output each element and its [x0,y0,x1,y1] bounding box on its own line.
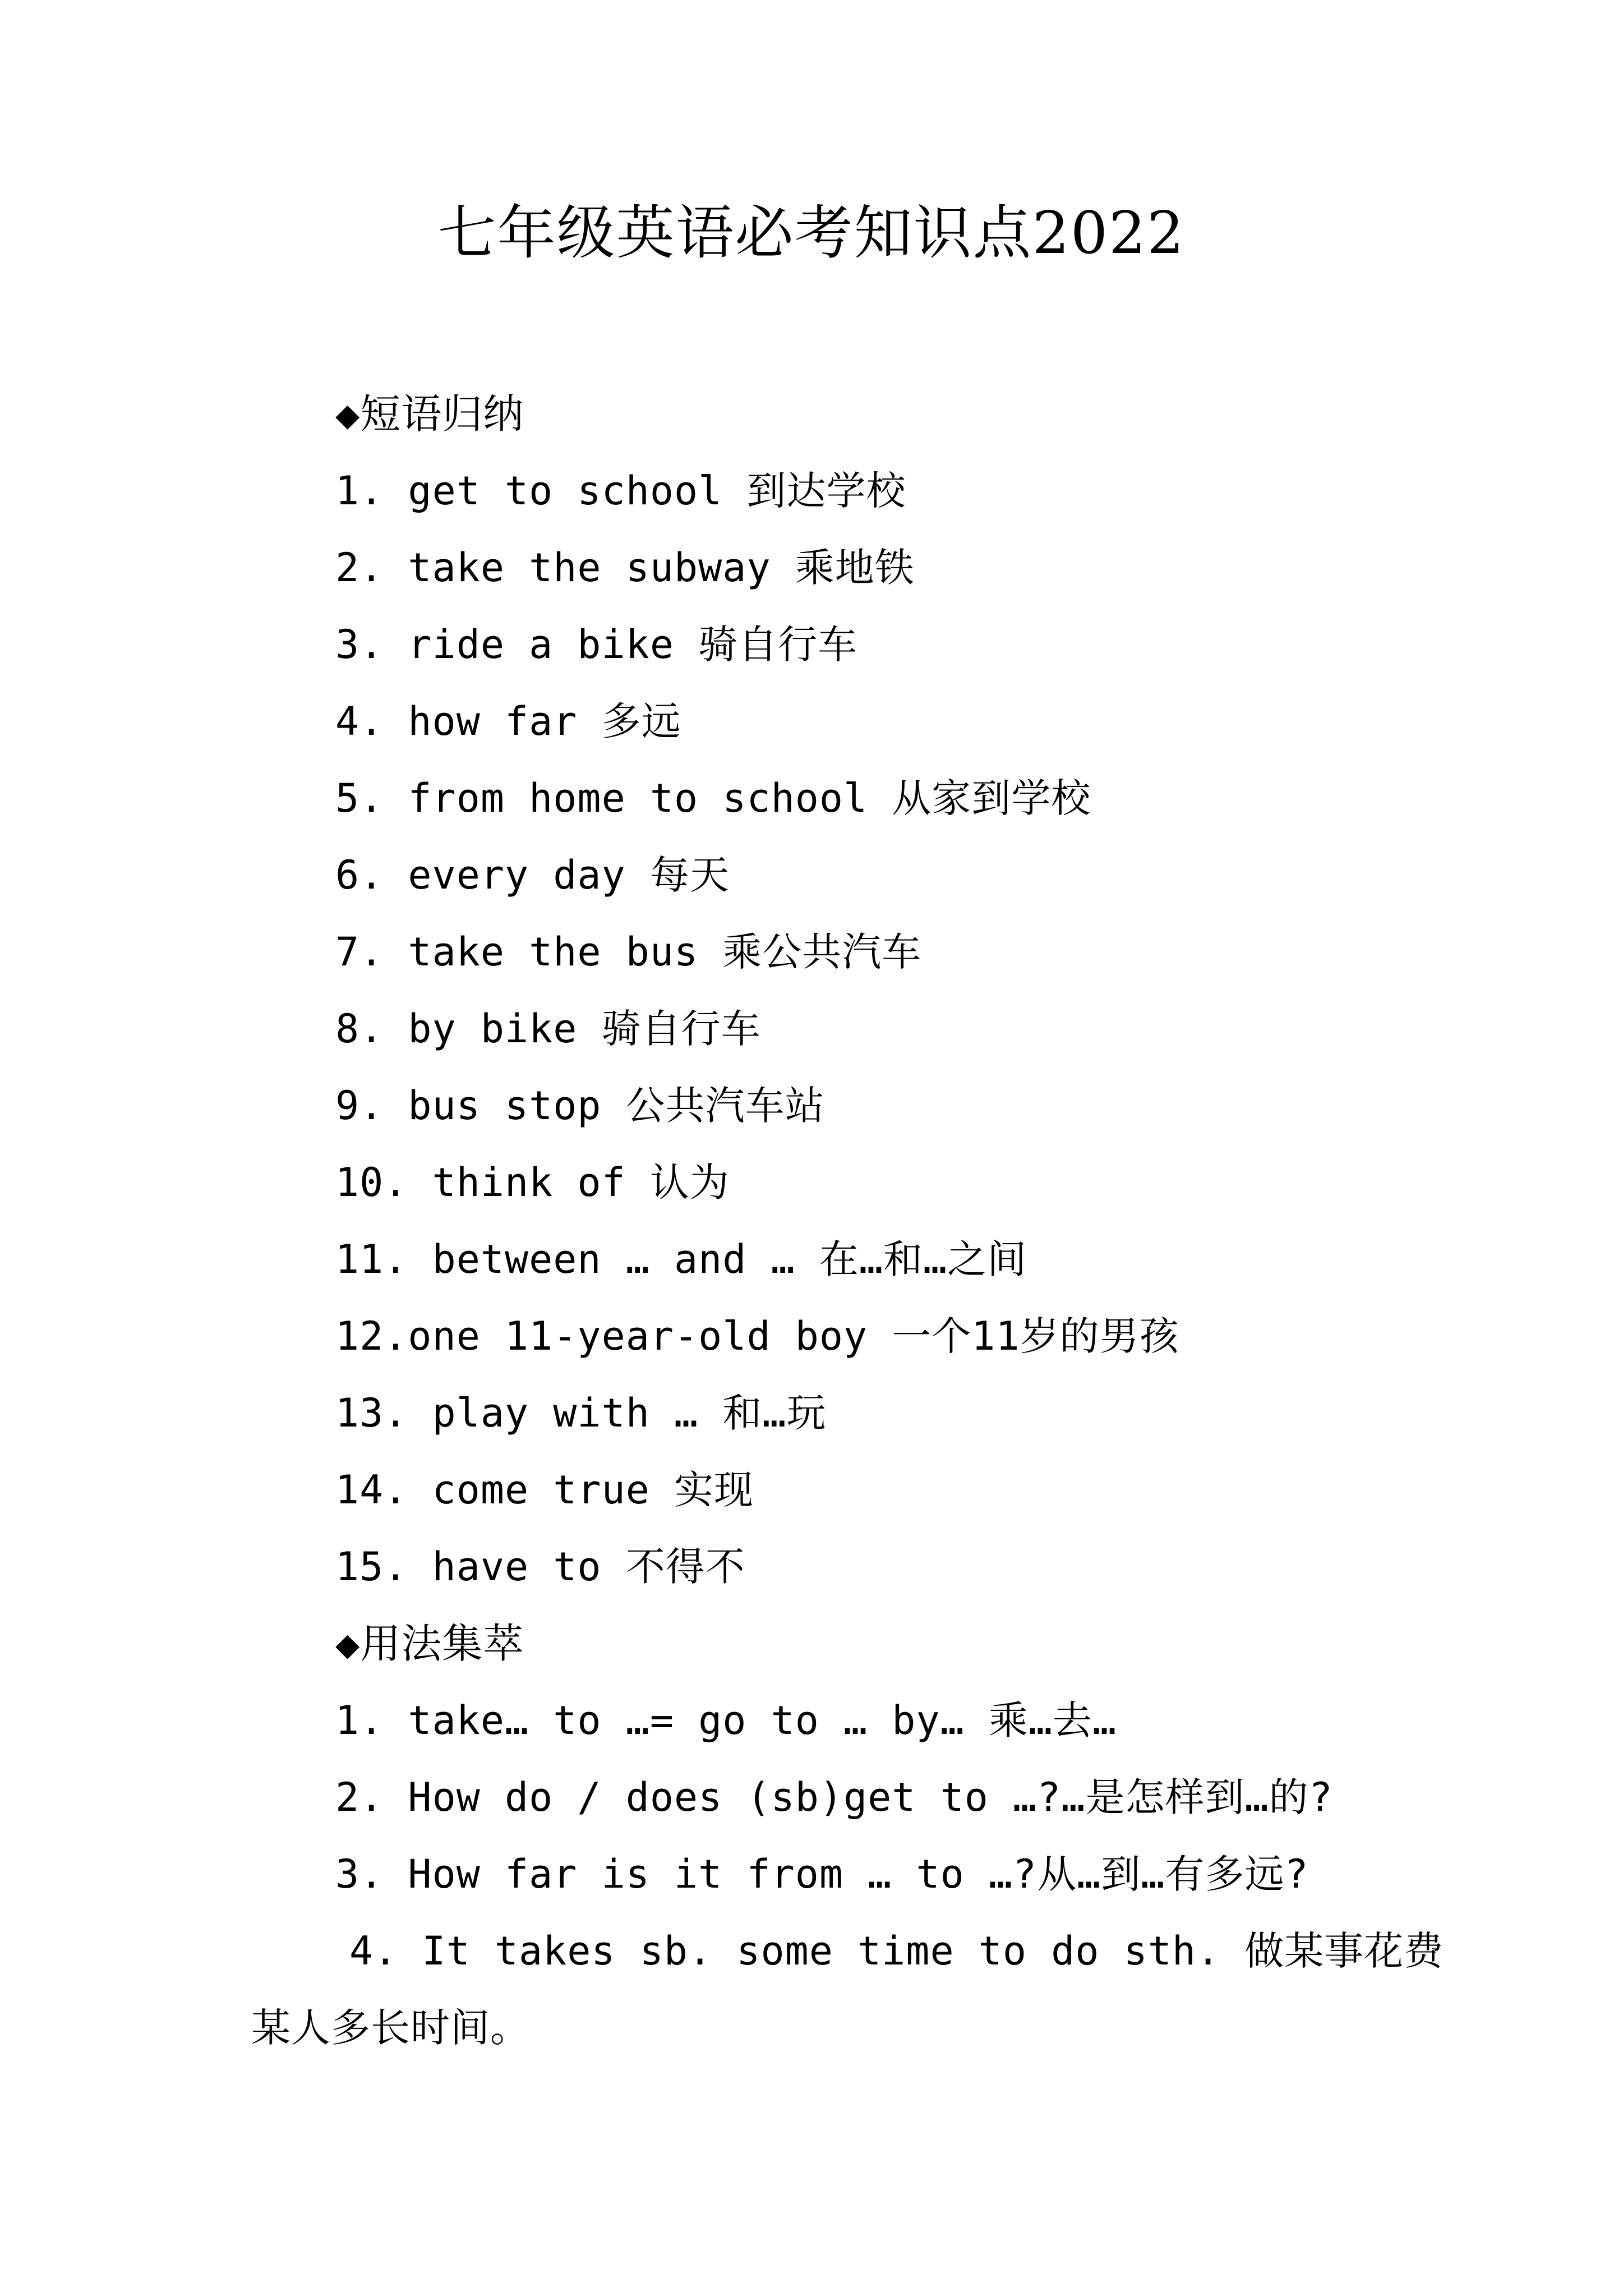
section-heading-phrases: ◆短语归纳 [335,390,524,438]
list-item: 3. How far is it from … to …?从…到…有多远? [335,1851,1309,1897]
list-item: 9. bus stop 公共汽车站 [335,1083,825,1129]
document-body [0,376,1623,2067]
page-title: 七年级英语必考知识点2022 [437,199,1186,267]
list-item: 4. how far 多远 [335,698,681,744]
list-item: 3. ride a bike 骑自行车 [335,622,858,668]
paragraph-item-4 [0,1913,1623,2067]
paragraph-line: 4. It takes sb. some time to do sth. 做某事花费 [349,1928,1444,1974]
list-item: 5. from home to school 从家到学校 [335,775,1091,821]
list-item: 1. get to school 到达学校 [335,468,906,514]
list-item: 10. think of 认为 [335,1159,730,1205]
list-item: 2. take the subway 乘地铁 [335,545,915,591]
list-item: 7. take the bus 乘公共汽车 [335,929,922,975]
paragraph-line: 某人多长时间。 [251,2005,530,2051]
list-item: 15. have to 不得不 [335,1544,745,1590]
list-item: 13. play with … 和…玩 [335,1390,827,1436]
list-item: 12.one 11-year-old boy 一个11岁的男孩 [335,1313,1179,1359]
list-item: 1. take… to …= go to … by… 乘…去… [335,1697,1117,1743]
list-item: 6. every day 每天 [335,852,730,898]
list-item: 14. come true 实现 [335,1467,754,1513]
list-item: 8. by bike 骑自行车 [335,1006,761,1052]
list-item: 2. How do / does (sb)get to …?…是怎样到…的? [335,1774,1333,1820]
section-heading-usage: ◆用法集萃 [335,1620,524,1667]
list-item: 11. between … and … 在…和…之间 [335,1236,1027,1282]
